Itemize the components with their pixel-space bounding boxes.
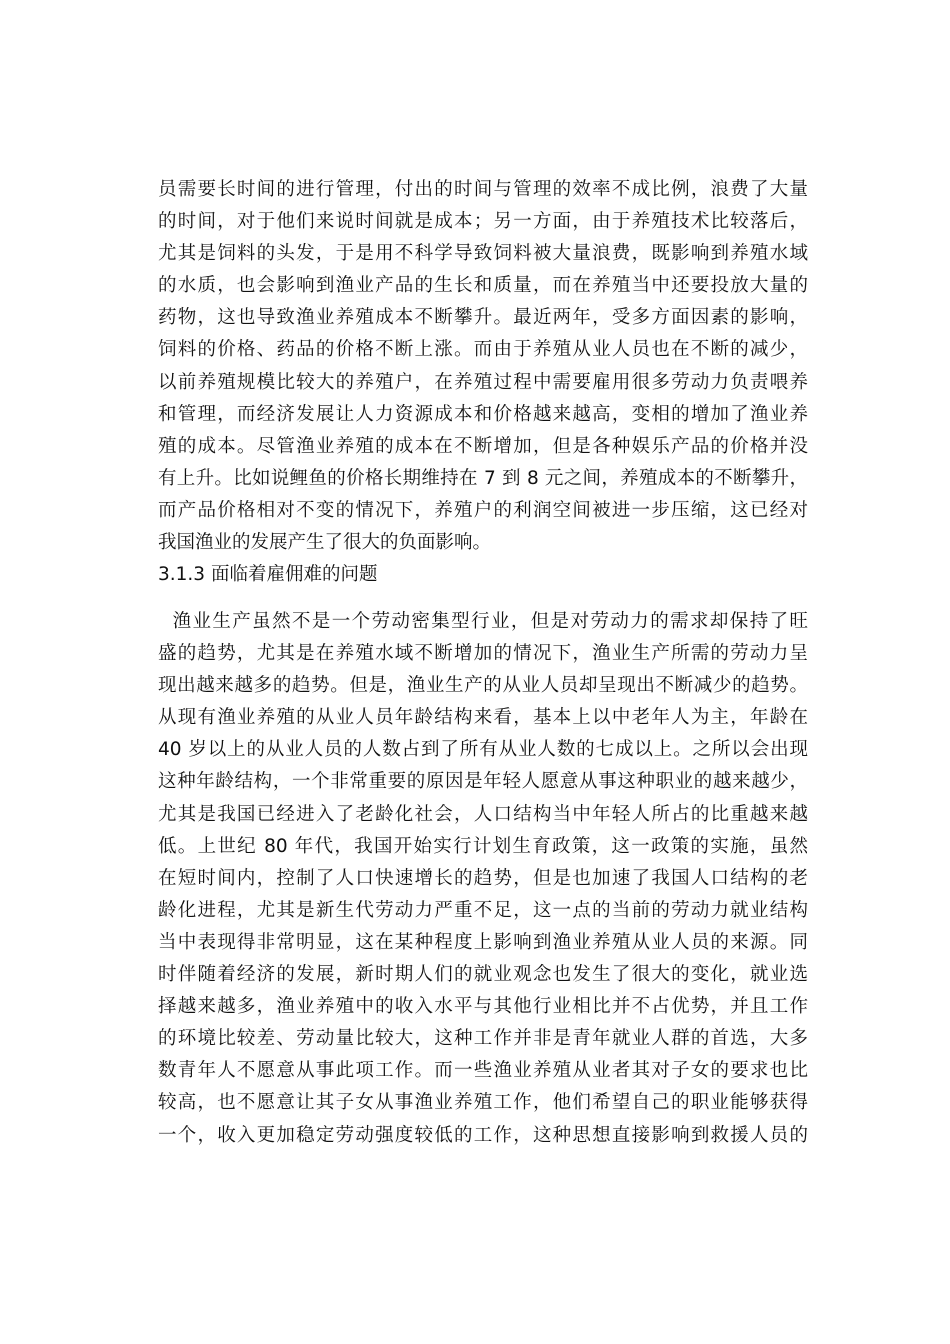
- paragraph-2: [158, 606, 808, 1152]
- paragraph-line: 在短时间内，控制了人口快速增长的趋势，但是也加速了我国人口结构的老: [158, 867, 808, 889]
- paragraph-line: 较高，也不愿意让其子女从事渔业养殖工作，他们希望自己的职业能够获得: [158, 1092, 808, 1114]
- section-heading: 3.1.3 面临着雇佣难的问题: [158, 564, 378, 586]
- paragraph-line: 殖的成本。尽管渔业养殖的成本在不断增加，但是各种娱乐产品的价格并没: [158, 435, 808, 457]
- paragraph-line: 和管理，而经济发展让人力资源成本和价格越来越高，变相的增加了渔业养: [158, 403, 808, 425]
- paragraph-line: 低。上世纪 80 年代，我国开始实行计划生育政策，这一政策的实施，虽然: [158, 835, 808, 857]
- paragraph-line: 以前养殖规模比较大的养殖户，在养殖过程中需要雇用很多劳动力负责喂养: [158, 371, 808, 393]
- paragraph-line: 这种年龄结构，一个非常重要的原因是年轻人愿意从事这种职业的越来越少，: [158, 771, 808, 793]
- paragraph-line: 员需要长时间的进行管理，付出的时间与管理的效率不成比例，浪费了大量: [158, 179, 808, 200]
- paragraph-line: 尤其是我国已经进入了老龄化社会，人口结构当中年轻人所占的比重越来越: [158, 803, 808, 825]
- paragraph-line: 当中表现得非常明显，这在某种程度上影响到渔业养殖从业人员的来源。同: [158, 931, 808, 953]
- paragraph-line: 尤其是饲料的头发，于是用不科学导致饲料被大量浪费，既影响到养殖水域: [158, 243, 808, 265]
- paragraph-line: 药物，这也导致渔业养殖成本不断攀升。最近两年，受多方面因素的影响，: [158, 307, 808, 329]
- paragraph-1: [158, 174, 808, 591]
- paragraph-line: 渔业生产虽然不是一个劳动密集型行业，但是对劳动力的需求却保持了旺: [158, 611, 808, 632]
- paragraph-line: 40 岁以上的从业人员的人数占到了所有从业人数的七成以上。之所以会出现: [158, 739, 808, 761]
- paragraph-line: 的水质，也会影响到渔业产品的生长和质量，而在养殖当中还要投放大量的: [158, 275, 808, 297]
- paragraph-line: 现出越来越多的趋势。但是，渔业生产的从业人员却呈现出不断减少的趋势。: [158, 675, 808, 697]
- paragraph-line: 饲料的价格、药品的价格不断上涨。而由于养殖从业人员也在不断的减少，: [158, 339, 808, 361]
- paragraph-line: 而产品价格相对不变的情况下，养殖户的利润空间被进一步压缩，这已经对: [158, 499, 808, 521]
- paragraph-line: 时伴随着经济的发展，新时期人们的就业观念也发生了很大的变化，就业选: [158, 964, 808, 986]
- paragraph-line: 龄化进程，尤其是新生代劳动力严重不足，这一点的当前的劳动力就业结构: [158, 899, 808, 921]
- paragraph-line: 从现有渔业养殖的从业人员年龄结构来看，基本上以中老年人为主，年龄在: [158, 707, 808, 729]
- paragraph-line: 的时间，对于他们来说时间就是成本；另一方面，由于养殖技术比较落后，: [158, 211, 808, 233]
- paragraph-line: 有上升。比如说鲤鱼的价格长期维持在 7 到 8 元之间，养殖成本的不断攀升，: [158, 467, 808, 489]
- paragraph-line: 数青年人不愿意从事此项工作。而一些渔业养殖从业者其对子女的要求也比: [158, 1060, 808, 1082]
- paragraph-line: 的环境比较差、劳动量比较大，这种工作并非是青年就业人群的首选，大多: [158, 1028, 808, 1050]
- paragraph-line: 我国渔业的发展产生了很大的负面影响。: [158, 532, 492, 554]
- paragraph-line: 择越来越多，渔业养殖中的收入水平与其他行业相比并不占优势，并且工作: [158, 996, 808, 1018]
- paragraph-line: 盛的趋势，尤其是在养殖水域不断增加的情况下，渔业生产所需的劳动力呈: [158, 643, 808, 665]
- paragraph-line: 一个，收入更加稳定劳动强度较低的工作，这种思想直接影响到救援人员的: [158, 1124, 808, 1146]
